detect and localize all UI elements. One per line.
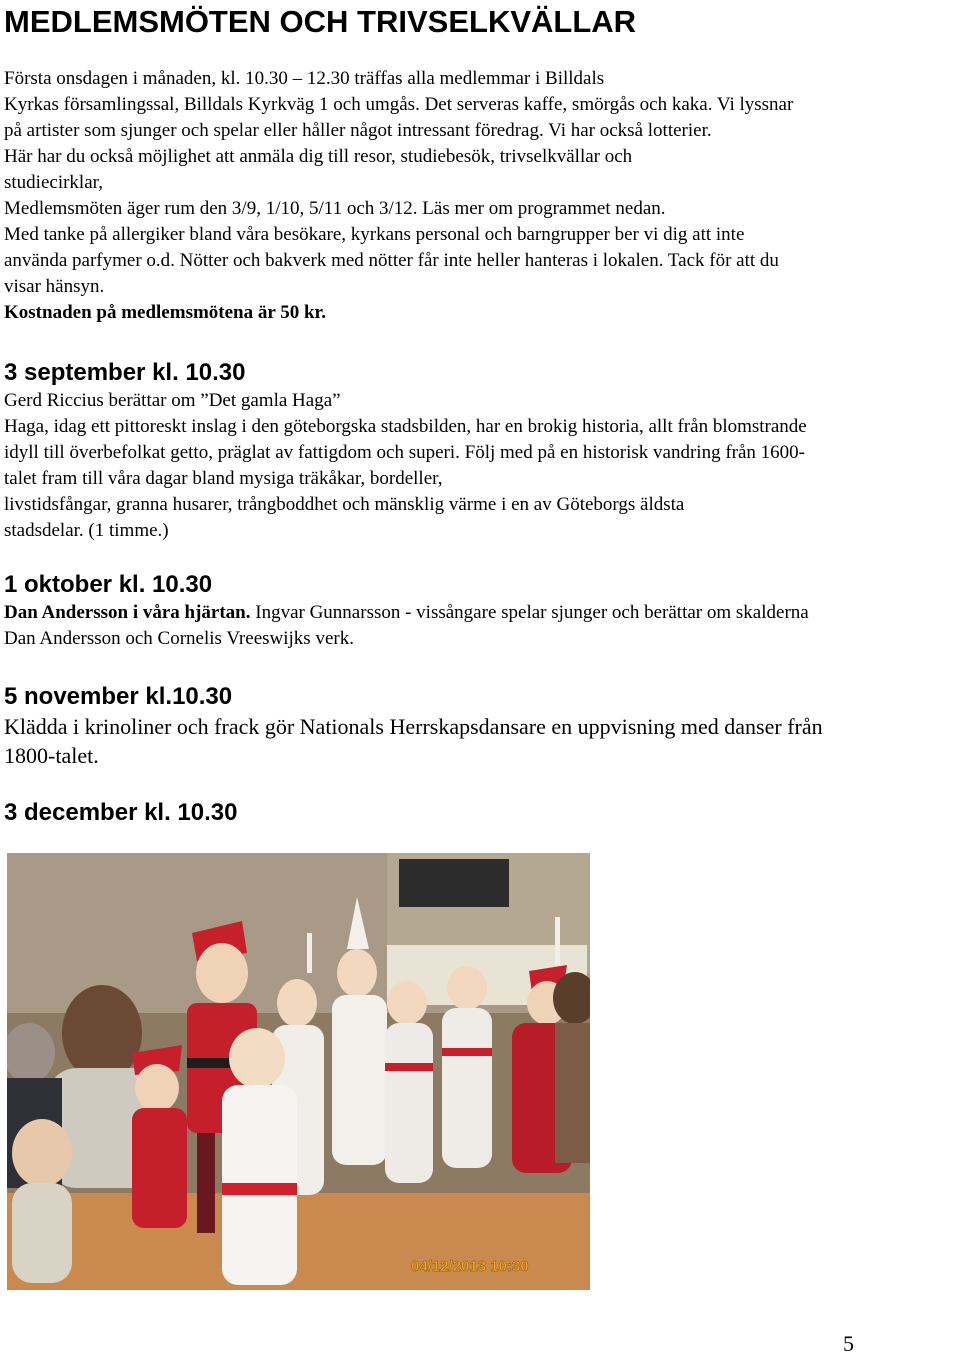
event-line: stadsdelar. (1 timme.) [4,520,169,541]
event-heading-december: 3 december kl. 10.30 [4,799,238,826]
event-line: Klädda i krinoliner och frack gör Nationals Herrskapsdansare en uppvisning med danser från [4,714,823,739]
event-line: idyll till överbefolkat getto, präglat av fattigdom och superi. Följ med på en historisk vandring från 1600- [4,442,805,463]
event-body-september [4,388,959,544]
event-heading-september: 3 september kl. 10.30 [4,359,246,386]
intro-line: Medlemsmöten äger rum den 3/9, 1/10, 5/11 och 3/12. Läs mer om programmet nedan. [4,198,666,219]
intro-line: Här har du också möjlighet att anmäla dig till resor, studiebesök, trivselkvällar och [4,146,633,167]
page-number: 5 [843,1331,854,1356]
event-line: talet fram till våra dagar bland mysiga träkåkar, bordeller, [4,468,443,489]
cost-note: Kostnaden på medlemsmötena är 50 kr. [4,302,326,323]
intro-line: studiecirklar, [4,172,103,193]
event-line: Dan Andersson och Cornelis Vreeswijks verk. [4,628,354,649]
intro-line: visar hänsyn. [4,276,105,297]
photo-timestamp: 04/12/2013 10:30 [411,1258,529,1275]
page-title: MEDLEMSMÖTEN OCH TRIVSELKVÄLLAR [4,4,637,39]
intro-paragraph [4,66,959,326]
event-line: Haga, idag ett pittoreskt inslag i den göteborgska stadsbilden, har en brokig historia, allt från blomstrande [4,416,807,437]
intro-line: Första onsdagen i månaden, kl. 10.30 – 12.30 träffas alla medlemmar i Billdals [4,68,605,89]
event-title-bold: Dan Andersson i våra hjärtan. [4,602,251,623]
event-heading-oktober: 1 oktober kl. 10.30 [4,571,213,598]
intro-line: på artister som sjunger och spelar eller håller något intressant föredrag. Vi har också lotterier. [4,120,712,141]
photo-illustration [7,853,590,1290]
event-line-rest: Ingvar Gunnarsson - vissångare spelar sjunger och berättar om skalderna [250,602,809,623]
intro-line: Med tanke på allergiker bland våra besökare, kyrkans personal och barngrupper ber vi dig att inte [4,224,745,245]
lucia-photo [7,853,590,1290]
event-line [4,600,959,626]
event-body-oktober [4,600,959,652]
event-line: Gerd Riccius berättar om ”Det gamla Haga” [4,390,341,411]
event-body-november [4,712,959,770]
intro-line: använda parfymer o.d. Nötter och bakverk med nötter får inte heller hanteras i lokalen. Tack för att du [4,250,779,271]
event-line: 1800-talet. [4,743,99,768]
event-heading-november: 5 november kl.10.30 [4,683,233,710]
intro-line: Kyrkas församlingssal, Billdals Kyrkväg 1 och umgås. Det serveras kaffe, smörgås och kaka. Vi lyssnar [4,94,794,115]
event-line: livstidsfångar, granna husarer, trångboddhet och mänsklig värme i en av Göteborgs äldsta [4,494,685,515]
